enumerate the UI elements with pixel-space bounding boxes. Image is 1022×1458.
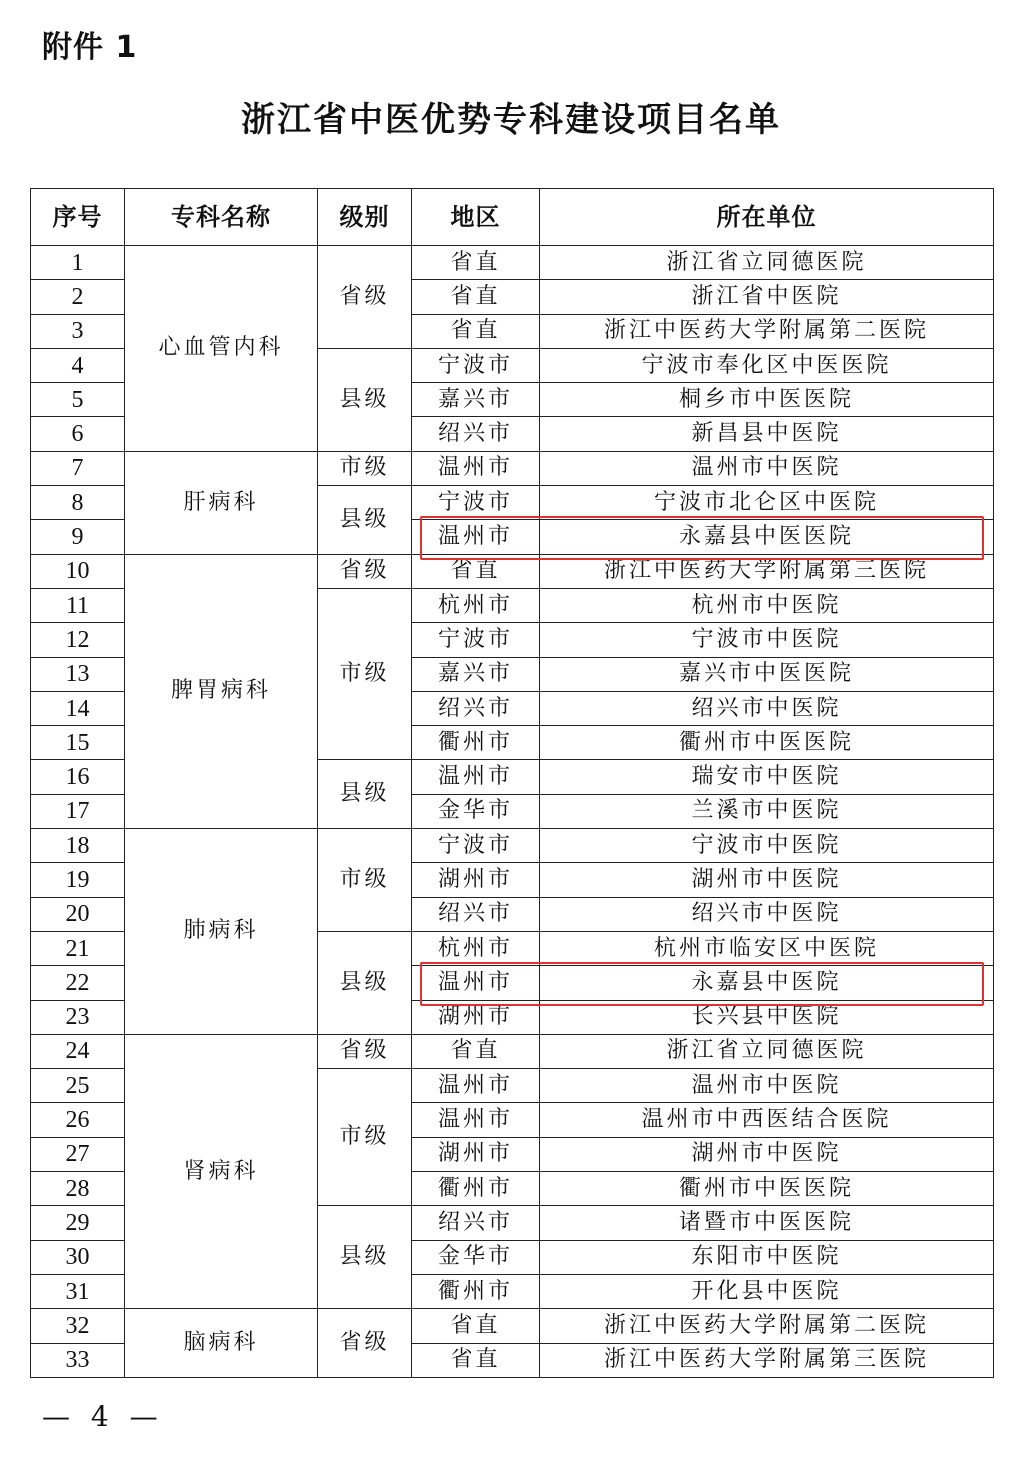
unit-cell: 浙江省立同德医院	[540, 1034, 994, 1068]
region-cell: 杭州市	[412, 588, 540, 622]
attachment-label: 附件 1	[42, 30, 138, 65]
row-number-cell: 10	[31, 554, 125, 588]
unit-cell: 嘉兴市中医医院	[540, 657, 994, 691]
region-cell: 湖州市	[412, 1000, 540, 1034]
unit-cell: 浙江中医药大学附属第三医院	[540, 554, 994, 588]
row-number-cell: 33	[31, 1343, 125, 1377]
region-cell: 省直	[412, 1309, 540, 1343]
region-cell: 省直	[412, 246, 540, 280]
unit-cell: 衢州市中医医院	[540, 1172, 994, 1206]
level-cell: 市级	[318, 451, 412, 485]
unit-cell: 瑞安市中医院	[540, 760, 994, 794]
table-header-row	[31, 189, 994, 246]
region-cell: 绍兴市	[412, 897, 540, 931]
row-number-cell: 12	[31, 623, 125, 657]
specialty-name-cell: 肝病科	[125, 451, 318, 554]
row-number-cell: 32	[31, 1309, 125, 1343]
row-number-cell: 21	[31, 931, 125, 965]
unit-cell: 宁波市奉化区中医医院	[540, 348, 994, 382]
table-row	[31, 1309, 994, 1343]
unit-cell: 衢州市中医医院	[540, 726, 994, 760]
unit-cell: 温州市中医院	[540, 451, 994, 485]
unit-cell: 长兴县中医院	[540, 1000, 994, 1034]
region-cell: 绍兴市	[412, 1206, 540, 1240]
unit-cell: 浙江中医药大学附属第二医院	[540, 314, 994, 348]
column-header-specialty: 专科名称	[125, 189, 318, 246]
level-cell: 市级	[318, 588, 412, 759]
row-number-cell: 3	[31, 314, 125, 348]
region-cell: 省直	[412, 1034, 540, 1068]
region-cell: 嘉兴市	[412, 657, 540, 691]
project-list-table	[30, 188, 994, 1378]
row-number-cell: 17	[31, 794, 125, 828]
region-cell: 省直	[412, 280, 540, 314]
table-row	[31, 451, 994, 485]
row-number-cell: 13	[31, 657, 125, 691]
region-cell: 省直	[412, 554, 540, 588]
row-number-cell: 29	[31, 1206, 125, 1240]
unit-cell: 浙江省中医院	[540, 280, 994, 314]
region-cell: 衢州市	[412, 1172, 540, 1206]
row-number-cell: 22	[31, 966, 125, 1000]
table-row	[31, 1034, 994, 1068]
level-cell: 省级	[318, 1309, 412, 1378]
row-number-cell: 1	[31, 246, 125, 280]
table-row	[31, 246, 994, 280]
region-cell: 衢州市	[412, 726, 540, 760]
row-number-cell: 27	[31, 1137, 125, 1171]
unit-cell: 浙江省立同德医院	[540, 246, 994, 280]
unit-cell: 湖州市中医院	[540, 863, 994, 897]
region-cell: 宁波市	[412, 623, 540, 657]
column-header-region: 地区	[412, 189, 540, 246]
region-cell: 绍兴市	[412, 417, 540, 451]
specialty-name-cell: 肾病科	[125, 1034, 318, 1308]
unit-cell: 杭州市中医院	[540, 588, 994, 622]
unit-cell: 开化县中医院	[540, 1274, 994, 1308]
unit-cell: 兰溪市中医院	[540, 794, 994, 828]
row-number-cell: 18	[31, 829, 125, 863]
table-row	[31, 829, 994, 863]
table-row	[31, 554, 994, 588]
region-cell: 温州市	[412, 760, 540, 794]
column-header-level: 级别	[318, 189, 412, 246]
unit-cell: 诸暨市中医医院	[540, 1206, 994, 1240]
document-title: 浙江省中医优势专科建设项目名单	[241, 100, 781, 140]
row-number-cell: 31	[31, 1274, 125, 1308]
row-number-cell: 5	[31, 383, 125, 417]
unit-cell: 宁波市北仑区中医院	[540, 486, 994, 520]
unit-cell: 宁波市中医院	[540, 623, 994, 657]
region-cell: 温州市	[412, 1103, 540, 1137]
unit-cell: 浙江中医药大学附属第三医院	[540, 1343, 994, 1377]
level-cell: 市级	[318, 1069, 412, 1206]
row-number-cell: 28	[31, 1172, 125, 1206]
region-cell: 宁波市	[412, 829, 540, 863]
row-number-cell: 9	[31, 520, 125, 554]
region-cell: 温州市	[412, 1069, 540, 1103]
unit-cell: 东阳市中医院	[540, 1240, 994, 1274]
region-cell: 杭州市	[412, 931, 540, 965]
region-cell: 嘉兴市	[412, 383, 540, 417]
column-header-unit: 所在单位	[540, 189, 994, 246]
unit-cell: 温州市中西医结合医院	[540, 1103, 994, 1137]
unit-cell: 绍兴市中医院	[540, 691, 994, 725]
region-cell: 温州市	[412, 966, 540, 1000]
level-cell: 县级	[318, 348, 412, 451]
column-header-index: 序号	[31, 189, 125, 246]
region-cell: 湖州市	[412, 1137, 540, 1171]
unit-cell: 温州市中医院	[540, 1069, 994, 1103]
page-number: — 4 —	[42, 1400, 164, 1433]
specialty-name-cell: 脾胃病科	[125, 554, 318, 828]
unit-cell: 湖州市中医院	[540, 1137, 994, 1171]
region-cell: 金华市	[412, 794, 540, 828]
level-cell: 县级	[318, 931, 412, 1034]
unit-cell: 浙江中医药大学附属第二医院	[540, 1309, 994, 1343]
row-number-cell: 25	[31, 1069, 125, 1103]
row-number-cell: 6	[31, 417, 125, 451]
unit-cell: 绍兴市中医院	[540, 897, 994, 931]
level-cell: 省级	[318, 554, 412, 588]
level-cell: 市级	[318, 829, 412, 932]
row-number-cell: 15	[31, 726, 125, 760]
specialty-name-cell: 心血管内科	[125, 246, 318, 452]
level-cell: 省级	[318, 246, 412, 349]
unit-cell: 桐乡市中医医院	[540, 383, 994, 417]
row-number-cell: 11	[31, 588, 125, 622]
row-number-cell: 30	[31, 1240, 125, 1274]
region-cell: 省直	[412, 314, 540, 348]
unit-cell: 永嘉县中医院	[540, 966, 994, 1000]
row-number-cell: 7	[31, 451, 125, 485]
row-number-cell: 20	[31, 897, 125, 931]
row-number-cell: 14	[31, 691, 125, 725]
unit-cell: 永嘉县中医医院	[540, 520, 994, 554]
row-number-cell: 24	[31, 1034, 125, 1068]
unit-cell: 杭州市临安区中医院	[540, 931, 994, 965]
region-cell: 温州市	[412, 451, 540, 485]
row-number-cell: 4	[31, 348, 125, 382]
unit-cell: 新昌县中医院	[540, 417, 994, 451]
table-body	[31, 246, 994, 1378]
specialty-name-cell: 肺病科	[125, 829, 318, 1035]
row-number-cell: 16	[31, 760, 125, 794]
region-cell: 宁波市	[412, 348, 540, 382]
region-cell: 金华市	[412, 1240, 540, 1274]
region-cell: 省直	[412, 1343, 540, 1377]
level-cell: 县级	[318, 760, 412, 829]
region-cell: 湖州市	[412, 863, 540, 897]
region-cell: 衢州市	[412, 1274, 540, 1308]
level-cell: 县级	[318, 486, 412, 555]
row-number-cell: 8	[31, 486, 125, 520]
row-number-cell: 26	[31, 1103, 125, 1137]
unit-cell: 宁波市中医院	[540, 829, 994, 863]
level-cell: 省级	[318, 1034, 412, 1068]
row-number-cell: 19	[31, 863, 125, 897]
region-cell: 宁波市	[412, 486, 540, 520]
region-cell: 绍兴市	[412, 691, 540, 725]
region-cell: 温州市	[412, 520, 540, 554]
row-number-cell: 2	[31, 280, 125, 314]
specialty-name-cell: 脑病科	[125, 1309, 318, 1378]
level-cell: 县级	[318, 1206, 412, 1309]
row-number-cell: 23	[31, 1000, 125, 1034]
